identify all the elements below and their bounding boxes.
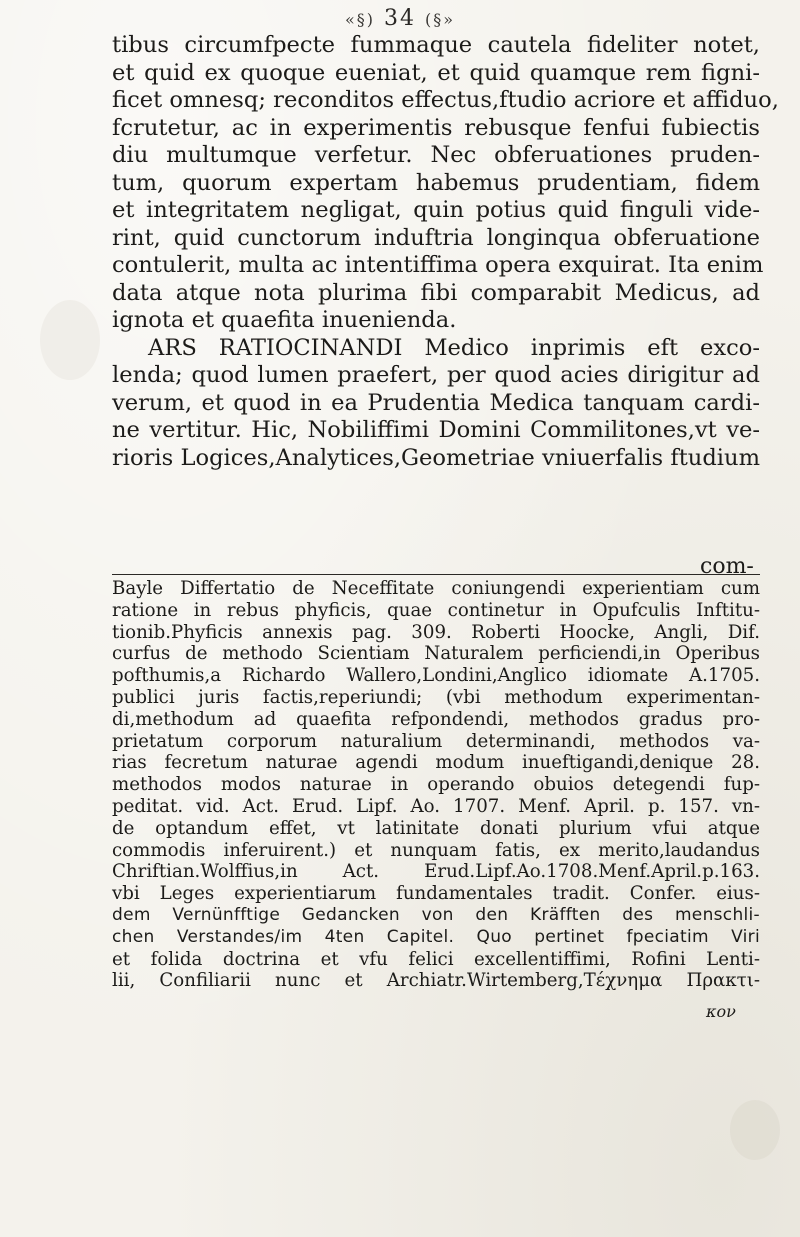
catchword: com- [700, 554, 754, 579]
text-line: et integritatem negligat, quin potius quid finguli vide- [112, 197, 760, 223]
text-line: diu multumque verfetur. Nec obferuationes pruden- [112, 142, 760, 168]
footnote-line-fraktur: chen Verstandes/im 4ten Capitel. Quo pertinet fpeciatim Viri [112, 926, 760, 947]
paper-stain [730, 1100, 780, 1160]
footnote-line: de optandum effet, vt latinitate donati plurium vfui atque [112, 817, 760, 839]
text-line: ARS RATIOCINANDI Medico inprimis eft exco- [148, 334, 760, 361]
footnote-line: pofthumis,a Richardo Wallero,Londini,Anglico idiomate A.1705. [112, 665, 760, 687]
text-line: fcrutetur, ac in experimentis rebusque fenfui fubiectis [112, 114, 760, 141]
text-line: contulerit, multa ac intentiffima opera exquirat. Ita enim [112, 252, 764, 278]
text-line: tum, quorum expertam habemus prudentiam, fidem [112, 169, 760, 196]
header-ornament-left: «§) [344, 10, 375, 29]
main-text [112, 32, 779, 472]
page-number: 34 [384, 6, 416, 31]
text-line: data atque nota plurima fibi comparabit Medicus, ad [112, 279, 760, 306]
page-header [0, 6, 800, 31]
footnote-line: Chriftian.Wolffius,in Act. Erud.Lipf.Ao.1708.Menf.April.p.163. [112, 861, 760, 883]
text-line: ignota et quaefita inuenienda. [112, 307, 457, 333]
footnote-line: tionib.Phyficis annexis pag. 309. Roberti Hoocke, Angli, Dif. [112, 621, 760, 643]
footnote-rule [112, 574, 760, 575]
text-line: lenda; quod lumen praefert, per quod acies dirigitur ad [112, 362, 760, 388]
footnote-line: Bayle Differtatio de Neceffitate coniungendi experientiam cum [112, 578, 760, 599]
text-line: ficet omnesq; reconditos effectus,ftudio acriore et affiduo, [112, 87, 779, 113]
text-line: rioris Logices,Analytices,Geometriae vniuerfalis ftudium [112, 444, 760, 471]
text-line: verum, et quod in ea Prudentia Medica tanquam cardi- [112, 389, 760, 416]
footnote-line: lii, Confiliarii nunc et Archiatr.Wirtemberg,Τέχνημα Πρακτι- [112, 970, 760, 992]
footnote-line: commodis inferuirent.) et nunquam fatis, ex merito,laudandus [112, 839, 760, 861]
footnote-line: et folida doctrina et vfu felici excellentiffimi, Rofini Lenti- [112, 948, 760, 970]
footnotes [112, 578, 760, 992]
footnote-line: di,methodum ad quaefita refpondendi, methodos gradus pro- [112, 708, 760, 730]
text-line: tibus circumfpecte fummaque cautela fideliter notet, [112, 32, 760, 58]
text-line: et quid ex quoque eueniat, et quid quamque rem figni- [112, 59, 760, 86]
text-line: rint, quid cunctorum induftria longinqua obferuatione [112, 224, 760, 251]
footnote-line: peditat. vid. Act. Erud. Lipf. Ao. 1707. Menf. April. p. 157. vn- [112, 795, 760, 817]
footnote-line: methodos modos naturae in operando obuios detegendi fup- [112, 774, 760, 796]
footnote-line: curfus de methodo Scientiam Naturalem perficiendi,in Operibus [112, 643, 760, 665]
footnote-line-fraktur: dem Vernünfftige Gedancken von den Kräfften des menschli- [112, 904, 760, 925]
header-ornament-right: (§» [425, 10, 456, 29]
footnote-line: prietatum corporum naturalium determinandi, methodos va- [112, 730, 760, 752]
footnote-line: vbi Leges experientiarum fundamentales tradit. Confer. eius- [112, 883, 760, 905]
paper-stain [40, 300, 100, 380]
footnote-line: publici juris factis,reperiundi; (vbi methodum experimentan- [112, 686, 760, 708]
footnote-line: ratione in rebus phyficis, quae continetur in Opufculis Inftitu- [112, 599, 760, 621]
text-line: ne vertitur. Hic, Nobiliffimi Domini Commilitones,vt ve- [112, 417, 760, 443]
footnote-line: rias fecretum naturae agendi modum inueftigandi,denique 28. [112, 752, 760, 774]
footnote-catchword: κον [706, 1002, 736, 1021]
